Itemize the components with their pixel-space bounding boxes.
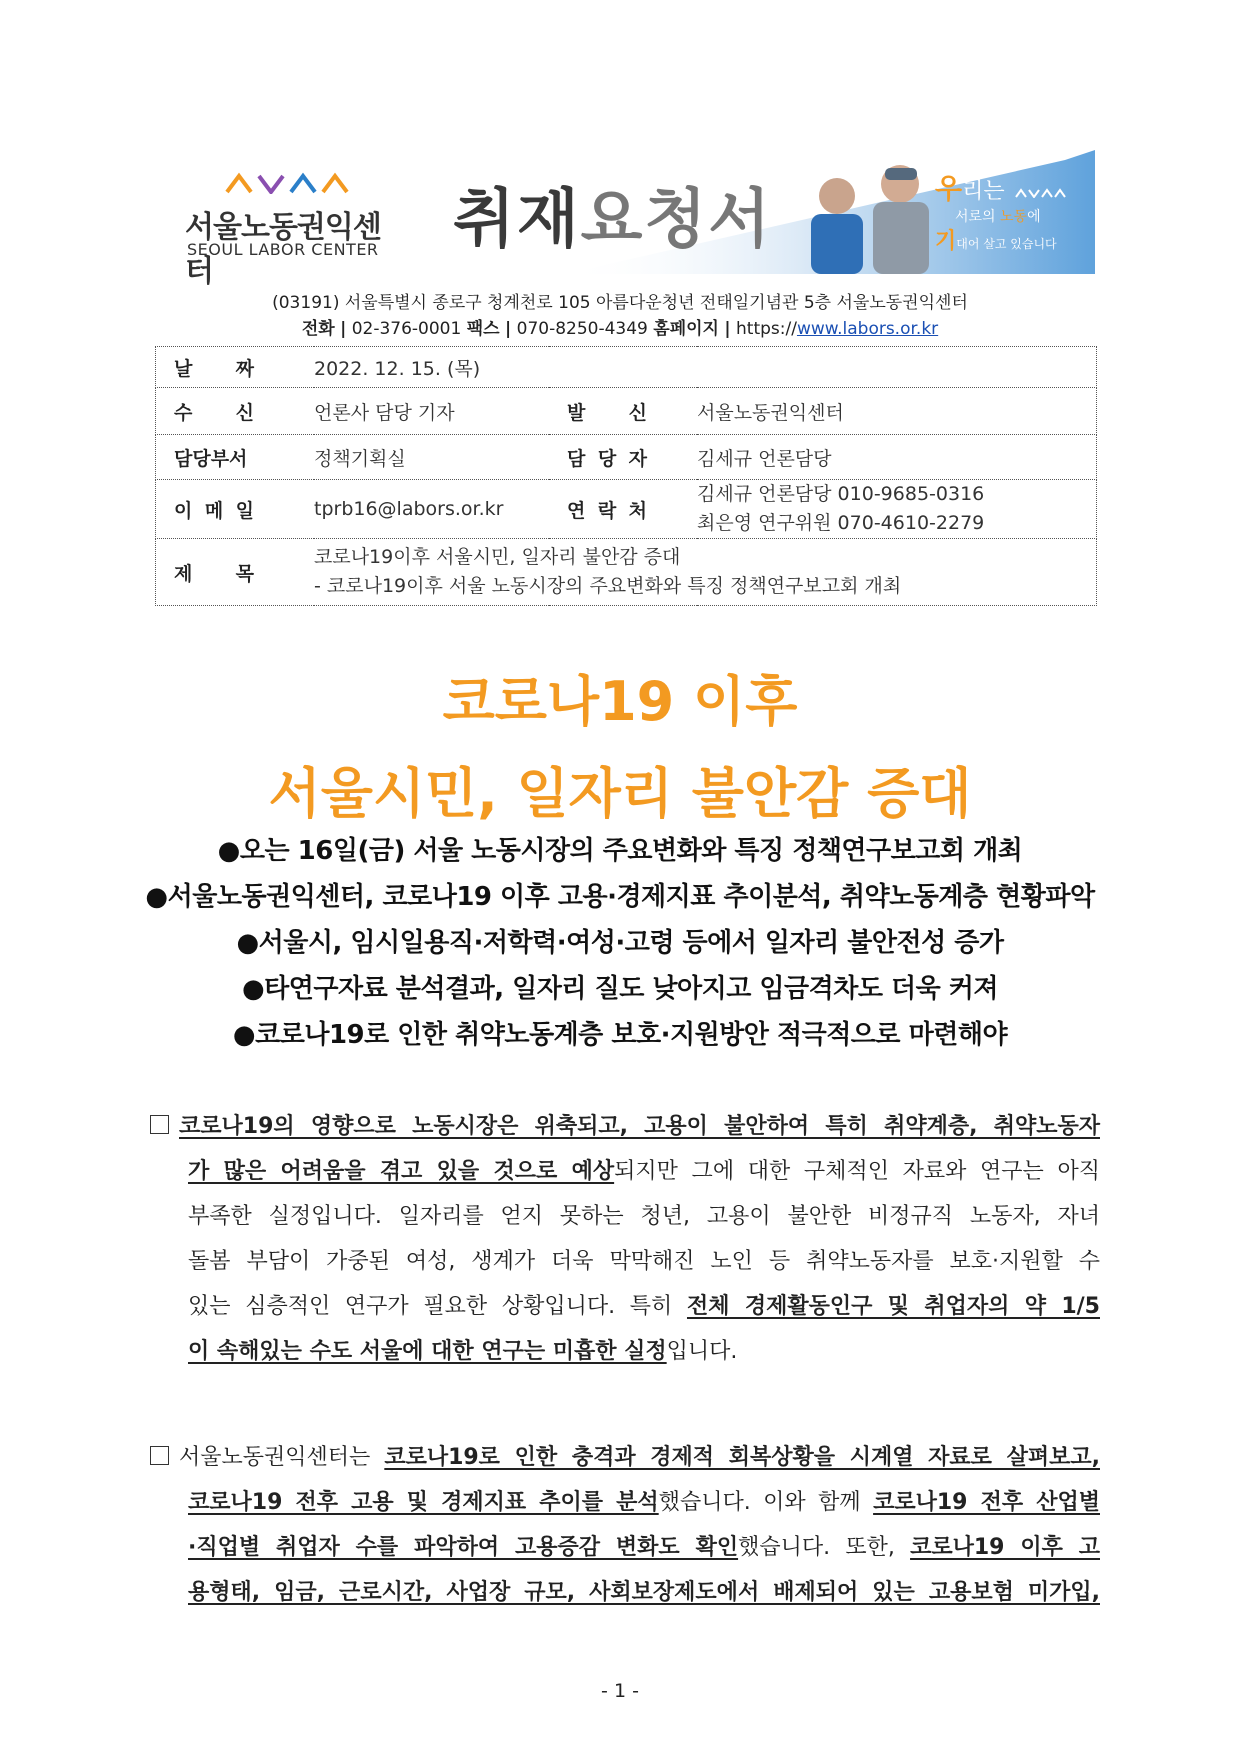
bullet-item: ●서울노동권익센터, 코로나19 이후 고용·경제지표 추이분석, 취약노동계층 현황파악 [145,882,1095,912]
contact-line-2: 최은영 연구위원 070-4610-2279 [697,512,985,534]
bullet-item: ●오는 16일(금) 서울 노동시장의 주요변화와 특징 정책연구보고회 개최 [217,836,1023,866]
logo-mark-icon [225,172,360,194]
table-row [156,539,1097,606]
bullet-item: ●코로나19로 인한 취약노동계층 보호·지원방안 적극적으로 마련해야 [232,1020,1008,1050]
department-label: 담당부서 [156,435,315,480]
paragraph-line [150,1525,1100,1570]
slogan-line2-c: 에 [1027,208,1041,225]
contact-line-1: 김세규 언론담당 010-9685-0316 [697,483,985,505]
separator: | [340,319,347,339]
body-paragraph-2 [150,1435,1100,1615]
headline [0,656,1240,840]
manager-value: 김세규 언론담당 [697,435,1097,480]
contact-value [697,480,1097,539]
sender-label: 발 신 [549,388,697,435]
underlined-text: 이 속해있는 수도 서울에 대한 연구는 미흡한 실정 [188,1339,667,1364]
table-row [156,435,1097,480]
slogan-line2-a: 서로의 [955,208,1001,225]
page-number: - 1 - [601,1680,639,1702]
document-type-part1: 취재 [453,183,581,257]
document-type-title [453,168,772,260]
phone-number: 02-376-0001 [351,319,462,339]
department-value: 정책기획실 [314,435,549,480]
phone-label: 전화 [301,319,335,339]
table-row [156,388,1097,435]
body-paragraph-1 [150,1104,1100,1374]
org-contact-line [0,314,1240,339]
paragraph-line [150,1435,1100,1480]
paragraph-line: 돌봄 부담이 가중된 여성, 생계가 더욱 막막해진 노인 등 취약노동자를 보호·지원할 수 [188,1249,1100,1274]
org-name: 서울노동권익센터 [185,210,381,289]
subject-line-2: - 코로나19이후 서울 노동시장의 주요변화와 특징 정책연구보고회 개최 [314,575,902,597]
table-row [156,480,1097,539]
email-label: 이 메 일 [156,480,315,539]
date-value: 2022. 12. 15. (목) [314,347,1097,388]
press-info-table [155,346,1097,606]
slogan-line3: 대어 살고 있습니다 [956,236,1057,251]
checkbox-bullet-icon [150,1115,169,1134]
email-value[interactable]: tprb16@labors.or.kr [314,480,549,539]
bullet-item: ●타연구자료 분석결과, 일자리 질도 낮아지고 임금격차도 더욱 커져 [241,974,999,1004]
press-request-banner [445,150,1095,274]
underlined-text: 코로나19 전후 고용 및 경제지표 추이를 분석 [188,1490,659,1515]
paragraph-line [150,1480,1100,1525]
homepage-link[interactable]: www.labors.or.kr [796,319,939,339]
slogan-initial-1: 우 [935,172,963,205]
paragraph-text: 되지만 그에 대한 구체적인 자료와 연구는 아직 [614,1159,1100,1184]
subject-line-1: 코로나19이후 서울시민, 일자리 불안감 증대 [314,546,681,568]
sender-value: 서울노동권익센터 [697,388,1097,435]
paragraph-text: 입니다. [666,1339,738,1364]
underlined-text: 전체 경제활동인구 및 취업자의 약 1/5 [686,1294,1100,1319]
slogan-line2-b: 노동 [1000,208,1028,225]
paragraph-line [150,1329,1100,1374]
separator: | [724,319,731,339]
underlined-text: 코로나19의 영향으로 노동시장은 위축되고, 고용이 불안하여 특히 취약계층, 취약노동자 [179,1114,1100,1139]
headline-line-2: 서울시민, 일자리 불안감 증대 [268,762,972,825]
paragraph-line: 부족한 실정입니다. 일자리를 얻지 못하는 청년, 고용이 불안한 비정규직 노동자, 자녀 [188,1204,1100,1229]
document-type-part2: 요청서 [580,183,773,257]
paragraph-text: 했습니다. 이와 함께 [658,1490,874,1515]
underlined-text: ·직업별 취업자 수를 파악하여 고용증감 변화도 확인 [188,1535,739,1560]
fax-number: 070-8250-4349 [516,319,648,339]
slogan-line1: 리는 [962,179,1005,204]
bullet-item: ●서울시, 임시일용직·저학력·여성·고령 등에서 일자리 불안전성 증가 [236,928,1004,958]
org-name-en: SEOUL LABOR CENTER [187,240,379,259]
paragraph-text: 있는 심층적인 연구가 필요한 상황입니다. 특히 [188,1294,687,1319]
org-address: (03191) 서울특별시 종로구 청계천로 105 아름다운청년 전태일기념관 5층 서울노동권익센터 [272,293,968,313]
paragraph-line [150,1149,1100,1194]
paragraph-text: 서울노동권익센터는 [179,1445,385,1470]
summary-bullets [0,828,1240,1058]
headline-line-1: 코로나19 이후 [442,670,798,733]
date-label: 날 짜 [156,347,315,388]
underlined-text: 용형태, 임금, 근로시간, 사업장 규모, 사회보장제도에서 배제되어 있는 고용보험 미가입, [188,1580,1100,1605]
recipient-value: 언론사 담당 기자 [314,388,549,435]
slogan-logo-mark-icon [1015,188,1067,198]
manager-label: 담 당 자 [549,435,697,480]
underlined-text: 코로나19 전후 산업별 [873,1490,1100,1515]
paragraph-line [150,1284,1100,1329]
underlined-text: 코로나19로 인한 충격과 경제적 회복상황을 시계열 자료로 살펴보고, [384,1445,1100,1470]
contact-label: 연 락 처 [549,480,697,539]
underlined-text: 코로나19 이후 고 [910,1535,1100,1560]
fax-label: 팩스 [466,319,500,339]
separator: | [505,319,512,339]
slogan [935,170,1095,256]
homepage-prefix: https:// [736,319,797,339]
paragraph-line [150,1104,1100,1149]
recipient-label: 수 신 [156,388,315,435]
underlined-text: 가 많은 어려움을 겪고 있을 것으로 예상 [188,1159,615,1184]
homepage-label: 홈페이지 [653,319,719,339]
table-row [156,347,1097,388]
subject-label: 제 목 [156,539,315,606]
checkbox-bullet-icon [150,1446,169,1465]
paragraph-text: 했습니다. 또한, [738,1535,911,1560]
paragraph-line [150,1570,1100,1615]
slogan-initial-2: 기 [935,228,957,254]
subject-value [314,539,1097,606]
